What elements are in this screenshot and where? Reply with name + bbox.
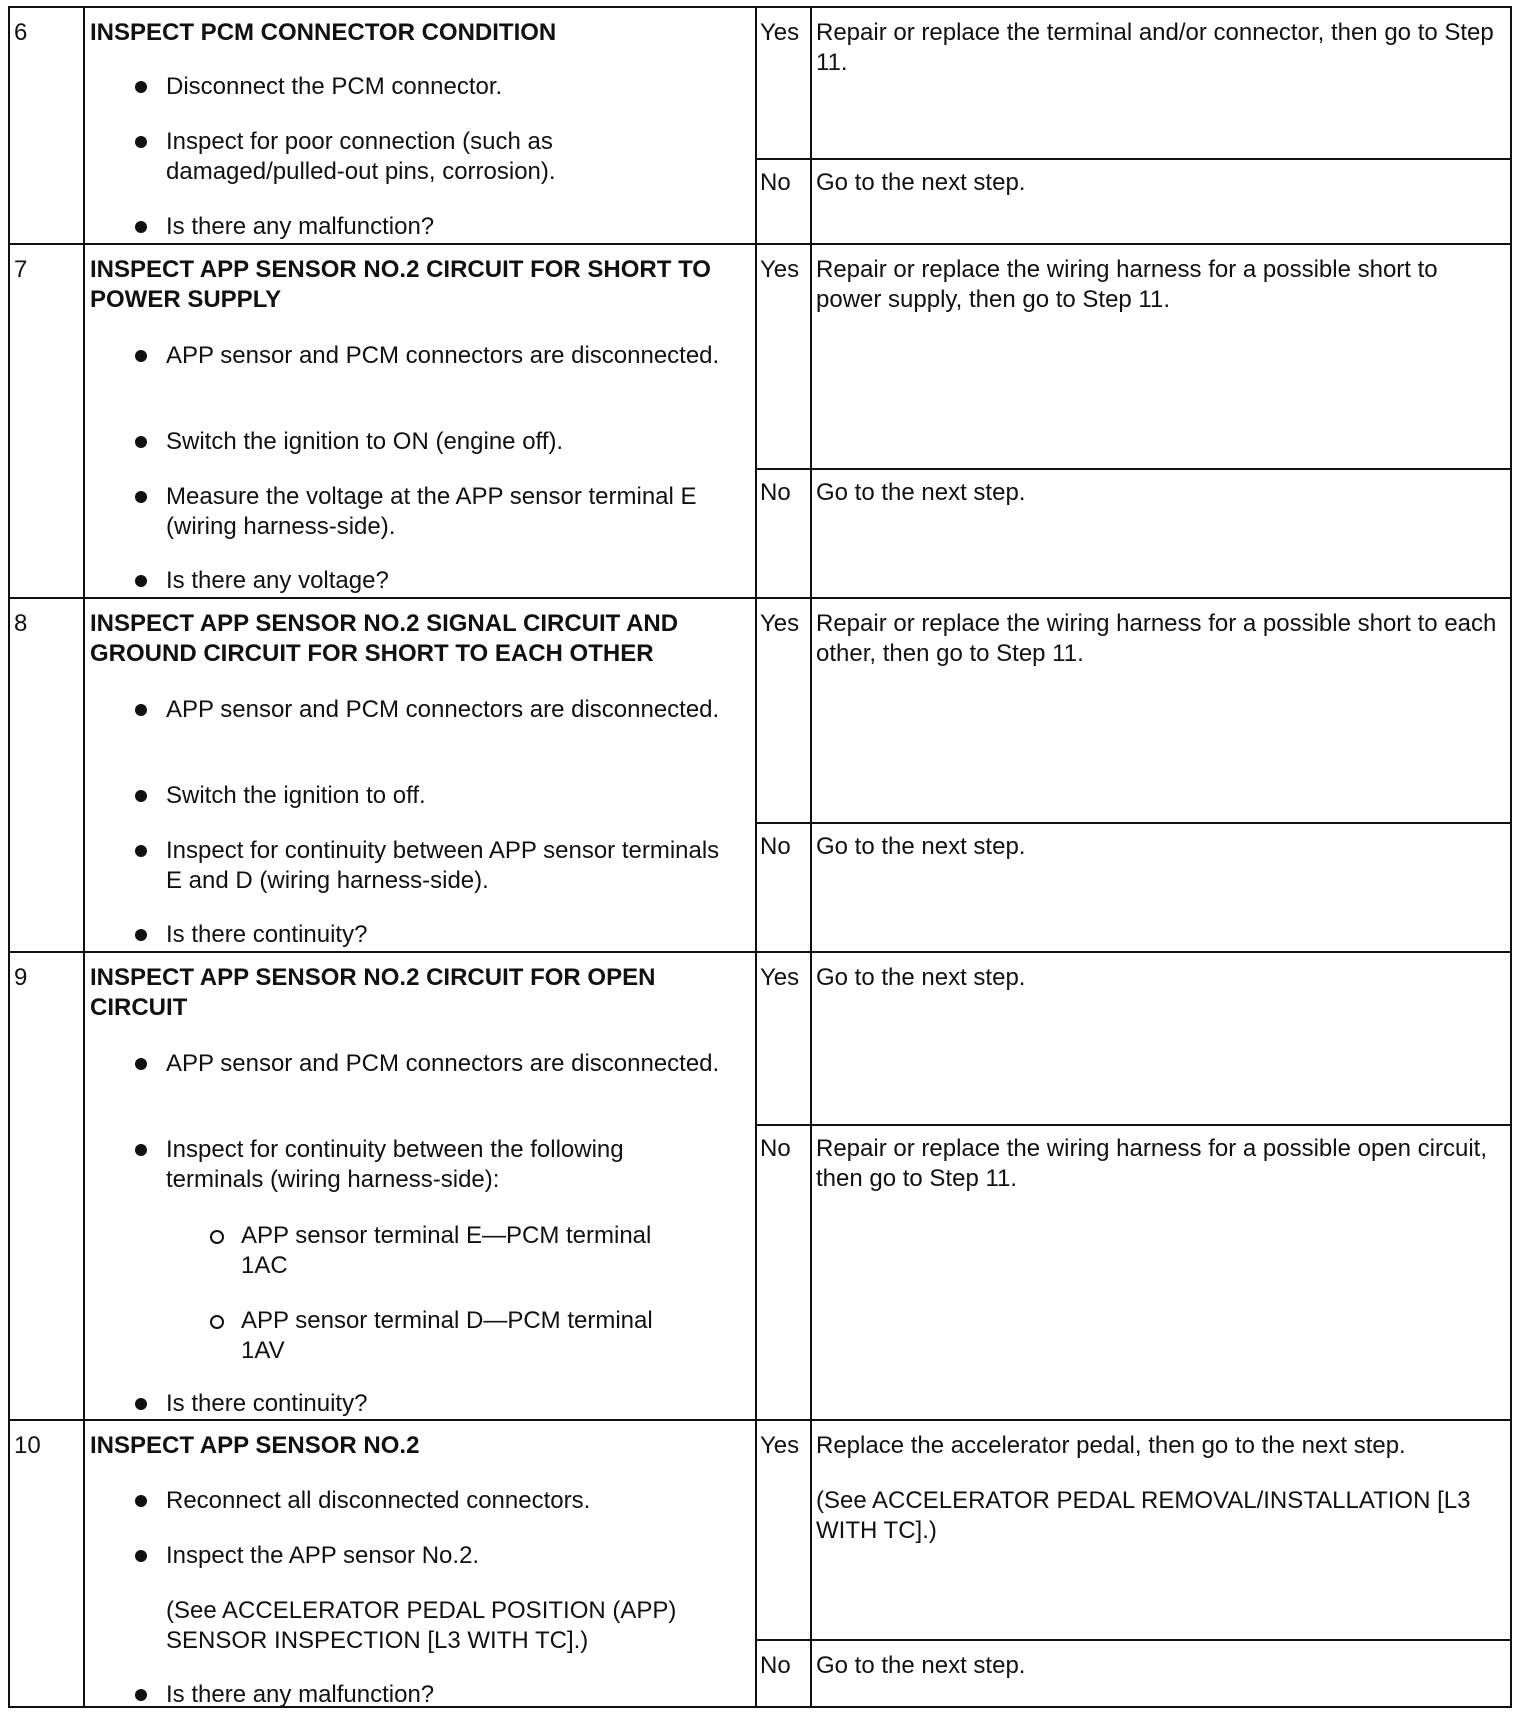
- yes-note: (See ACCELERATOR PEDAL REMOVAL/INSTALLATION [L3 WITH TC].): [816, 1487, 1471, 1544]
- no-label: No: [760, 833, 791, 860]
- list-item-text: Switch the ignition to off.: [166, 782, 426, 809]
- column-divider: [810, 8, 812, 1706]
- yes-label: Yes: [760, 19, 800, 46]
- list-item-text: Is there any malfunction?: [166, 213, 435, 240]
- bullet-icon: [135, 1550, 147, 1562]
- column-divider: [755, 8, 757, 1706]
- sub-list-item-text: APP sensor terminal D—PCM terminal 1AV: [241, 1307, 653, 1364]
- row-divider: [10, 243, 1510, 245]
- step-title: INSPECT APP SENSOR NO.2 CIRCUIT FOR OPEN CIRCUIT: [90, 964, 656, 1021]
- yes-label: Yes: [760, 610, 800, 637]
- bullet-icon: [135, 221, 147, 233]
- circle-bullet-icon: [210, 1230, 224, 1244]
- list-item-text: Is there any voltage?: [166, 567, 389, 594]
- list-item-text: Inspect the APP sensor No.2.: [166, 1542, 480, 1569]
- circle-bullet-icon: [210, 1315, 224, 1329]
- column-divider: [83, 8, 85, 1706]
- list-item-text: Inspect for poor connection (such as damaged/pulled-out pins, corrosion).: [166, 128, 556, 185]
- list-item-text: APP sensor and PCM connectors are disconnected.: [166, 696, 720, 723]
- answer-divider: [755, 1124, 1510, 1126]
- row-divider: [10, 951, 1510, 953]
- answer-divider: [755, 158, 1510, 160]
- step-note: (See ACCELERATOR PEDAL POSITION (APP) SENSOR INSPECTION [L3 WITH TC].): [166, 1597, 677, 1654]
- yes-action: Replace the accelerator pedal, then go to the next step.: [816, 1432, 1406, 1459]
- bullet-icon: [135, 1058, 147, 1070]
- list-item-text: Inspect for continuity between APP sensor terminals E and D (wiring harness-side).: [166, 837, 720, 894]
- bullet-icon: [135, 1689, 147, 1701]
- bullet-icon: [135, 491, 147, 503]
- no-label: No: [760, 1652, 791, 1679]
- bullet-icon: [135, 350, 147, 362]
- list-item-text: Disconnect the PCM connector.: [166, 73, 503, 100]
- row-divider: [10, 1419, 1510, 1421]
- no-action: Go to the next step.: [816, 479, 1026, 506]
- yes-action: Repair or replace the wiring harness for a possible short to each other, then go to Step 11.: [816, 610, 1497, 667]
- bullet-icon: [135, 81, 147, 93]
- answer-divider: [755, 822, 1510, 824]
- bullet-icon: [135, 929, 147, 941]
- bullet-icon: [135, 436, 147, 448]
- yes-action: Repair or replace the terminal and/or connector, then go to Step 11.: [816, 19, 1494, 76]
- bullet-icon: [135, 136, 147, 148]
- answer-divider: [755, 1639, 1510, 1641]
- step-title: INSPECT APP SENSOR NO.2 SIGNAL CIRCUIT AND GROUND CIRCUIT FOR SHORT TO EACH OTHER: [90, 610, 679, 667]
- sub-list-item-text: APP sensor terminal E—PCM terminal 1AC: [241, 1222, 652, 1279]
- yes-label: Yes: [760, 1432, 800, 1459]
- step-title: INSPECT PCM CONNECTOR CONDITION: [90, 19, 557, 46]
- bullet-icon: [135, 704, 147, 716]
- list-item-text: Switch the ignition to ON (engine off).: [166, 428, 564, 455]
- step-number: 10: [14, 1432, 41, 1459]
- step-number: 9: [14, 964, 28, 991]
- list-item-text: Measure the voltage at the APP sensor terminal E (wiring harness-side).: [166, 483, 697, 540]
- no-action: Repair or replace the wiring harness for a possible open circuit, then go to Step 11.: [816, 1135, 1488, 1192]
- bullet-icon: [135, 1144, 147, 1156]
- bullet-icon: [135, 845, 147, 857]
- list-item-text: Reconnect all disconnected connectors.: [166, 1487, 591, 1514]
- answer-divider: [755, 468, 1510, 470]
- step-number: 7: [14, 256, 28, 283]
- list-item-text: APP sensor and PCM connectors are disconnected.: [166, 342, 720, 369]
- list-item-text: Is there continuity?: [166, 1390, 368, 1417]
- yes-action: Go to the next step.: [816, 964, 1026, 991]
- bullet-icon: [135, 790, 147, 802]
- bullet-icon: [135, 1495, 147, 1507]
- list-item-text: Is there any malfunction?: [166, 1681, 435, 1708]
- list-item-text: APP sensor and PCM connectors are disconnected.: [166, 1050, 720, 1077]
- yes-label: Yes: [760, 964, 800, 991]
- list-item-text: Inspect for continuity between the following terminals (wiring harness-side):: [166, 1136, 624, 1193]
- diagnostic-table: [8, 6, 1512, 1708]
- no-action: Go to the next step.: [816, 1652, 1026, 1679]
- yes-label: Yes: [760, 256, 800, 283]
- yes-action: Repair or replace the wiring harness for a possible short to power supply, then go to Step 11.: [816, 256, 1438, 313]
- step-title: INSPECT APP SENSOR NO.2: [90, 1432, 420, 1459]
- step-number: 6: [14, 19, 28, 46]
- no-action: Go to the next step.: [816, 169, 1026, 196]
- no-label: No: [760, 1135, 791, 1162]
- no-label: No: [760, 479, 791, 506]
- step-number: 8: [14, 610, 28, 637]
- step-title: INSPECT APP SENSOR NO.2 CIRCUIT FOR SHORT TO POWER SUPPLY: [90, 256, 711, 313]
- bullet-icon: [135, 575, 147, 587]
- no-action: Go to the next step.: [816, 833, 1026, 860]
- no-label: No: [760, 169, 791, 196]
- list-item-text: Is there continuity?: [166, 921, 368, 948]
- bullet-icon: [135, 1398, 147, 1410]
- row-divider: [10, 597, 1510, 599]
